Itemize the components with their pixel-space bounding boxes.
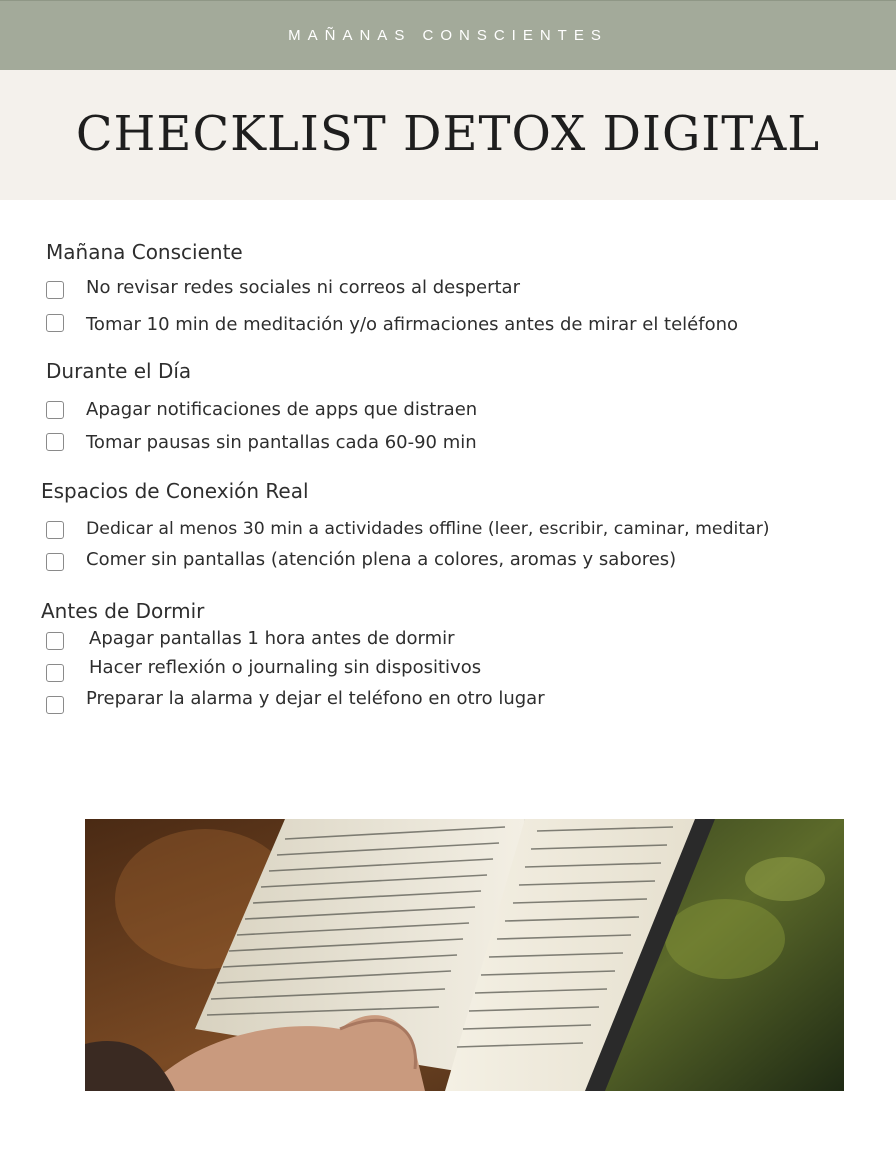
checkbox[interactable] [46, 632, 64, 650]
brand-name: MAÑANAS CONSCIENTES [288, 27, 608, 44]
checkbox[interactable] [46, 281, 64, 299]
section-title-antes-de-dormir: Antes de Dormir [41, 599, 205, 623]
section-title-manana-consciente: Mañana Consciente [46, 240, 243, 264]
checklist-item: Comer sin pantallas (atención plena a colores, aromas y sabores) [86, 549, 677, 570]
checkbox[interactable] [46, 553, 64, 571]
checkbox[interactable] [46, 664, 64, 682]
header-band [0, 0, 896, 70]
checklist-item: Apagar notificaciones de apps que distraen [86, 399, 478, 420]
checkbox[interactable] [46, 696, 64, 714]
open-book-photo [85, 819, 844, 1091]
checklist-item: Preparar la alarma y dejar el teléfono en otro lugar [86, 688, 545, 709]
section-title-durante-el-dia: Durante el Día [46, 359, 192, 383]
checklist-item: No revisar redes sociales ni correos al despertar [86, 277, 520, 298]
checklist-item: Apagar pantallas 1 hora antes de dormir [89, 628, 455, 649]
page-title: CHECKLIST DETOX DIGITAL [75, 106, 821, 162]
checklist-item: Tomar 10 min de meditación y/o afirmaciones antes de mirar el teléfono [86, 314, 739, 335]
checkbox[interactable] [46, 521, 64, 539]
section-title-espacios-de-conexion-real: Espacios de Conexión Real [41, 479, 309, 503]
checklist-item: Dedicar al menos 30 min a actividades offline (leer, escribir, caminar, meditar) [86, 519, 770, 539]
checklist-item: Tomar pausas sin pantallas cada 60-90 min [86, 432, 477, 453]
checkbox[interactable] [46, 401, 64, 419]
checkbox[interactable] [46, 433, 64, 451]
checkbox[interactable] [46, 314, 64, 332]
checklist-item: Hacer reflexión o journaling sin dispositivos [89, 657, 482, 678]
